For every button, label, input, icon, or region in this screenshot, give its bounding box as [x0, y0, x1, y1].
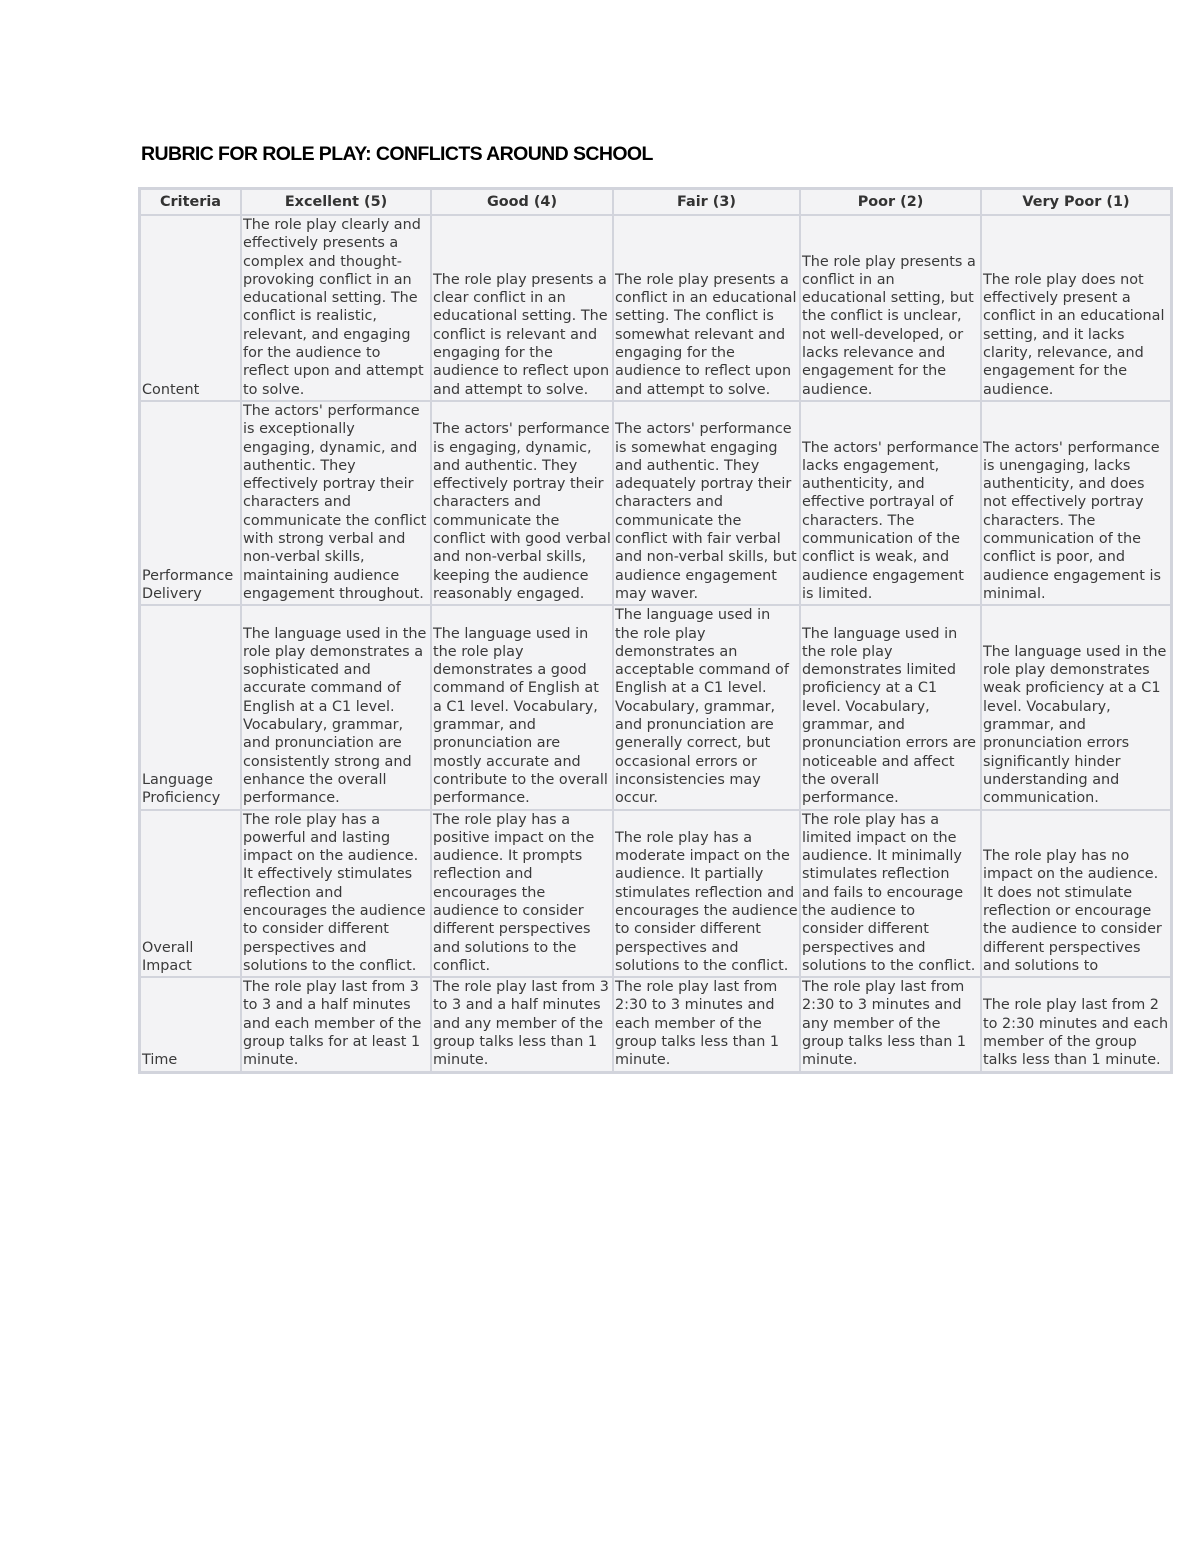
header-poor: Poor (2)	[800, 189, 981, 215]
rubric-cell-good: The actors' performance is engaging, dynamic, and authentic. They effectively portray their characters and communicate the conflict with good verbal and non-verbal skills, keeping the audience reasonably engaged.	[431, 401, 613, 605]
criteria-cell: Content	[140, 215, 241, 401]
rubric-cell-poor: The role play last from 2:30 to 3 minutes and any member of the group talks less than 1 minute.	[800, 977, 981, 1071]
rubric-cell-very-poor: The language used in the role play demonstrates weak proficiency at a C1 level. Vocabulary, grammar, and pronunciation errors significantly hinder understanding and communication.	[981, 605, 1171, 809]
rubric-cell-very-poor: The actors' performance is unengaging, lacks authenticity, and does not effectively portray characters. The communication of the conflict is poor, and audience engagement is minimal.	[981, 401, 1171, 605]
criteria-cell: Language Proficiency	[140, 605, 241, 809]
rubric-cell-good: The role play last from 3 to 3 and a half minutes and any member of the group talks less than 1 minute.	[431, 977, 613, 1071]
rubric-cell-good: The language used in the role play demonstrates a good command of English at a C1 level. Vocabulary, grammar, and pronunciation are mostly accurate and contribute to the overall performance.	[431, 605, 613, 809]
criteria-cell: Overall Impact	[140, 810, 241, 978]
rubric-cell-good: The role play has a positive impact on the audience. It prompts reflection and encourages the audience to consider different perspectives and solutions to the conflict.	[431, 810, 613, 978]
rubric-cell-excellent: The role play last from 3 to 3 and a half minutes and each member of the group talks for at least 1 minute.	[241, 977, 431, 1071]
header-good: Good (4)	[431, 189, 613, 215]
header-excellent: Excellent (5)	[241, 189, 431, 215]
header-criteria: Criteria	[140, 189, 241, 215]
rubric-cell-fair: The role play last from 2:30 to 3 minutes and each member of the group talks less than 1 minute.	[613, 977, 800, 1071]
rubric-cell-fair: The role play presents a conflict in an educational setting. The conflict is somewhat relevant and engaging for the audience to reflect upon and attempt to solve.	[613, 215, 800, 401]
rubric-cell-excellent: The role play clearly and effectively presents a complex and thought-provoking conflict in an educational setting. The conflict is realistic, relevant, and engaging for the audience to reflect upon and attempt to solve.	[241, 215, 431, 401]
rubric-cell-poor: The role play presents a conflict in an educational setting, but the conflict is unclear, not well-developed, or lacks relevance and engagement for the audience.	[800, 215, 981, 401]
criteria-cell: Time	[140, 977, 241, 1071]
rubric-cell-fair: The role play has a moderate impact on the audience. It partially stimulates reflection and encourages the audience to consider different perspectives and solutions to the conflict.	[613, 810, 800, 978]
rubric-table	[138, 187, 1173, 1074]
table-header-row	[140, 189, 1171, 215]
table-row-language-proficiency	[140, 605, 1171, 809]
document-title: RUBRIC FOR ROLE PLAY: CONFLICTS AROUND SCHOOL	[141, 143, 653, 165]
criteria-cell: Performance Delivery	[140, 401, 241, 605]
rubric-cell-fair: The language used in the role play demonstrates an acceptable command of English at a C1 level. Vocabulary, grammar, and pronunciation are generally correct, but occasional errors or inconsistencies may occur.	[613, 605, 800, 809]
table-row-overall-impact	[140, 810, 1171, 978]
header-very-poor: Very Poor (1)	[981, 189, 1171, 215]
rubric-cell-excellent: The actors' performance is exceptionally engaging, dynamic, and authentic. They effectively portray their characters and communicate the conflict with strong verbal and non-verbal skills, maintaining audience engagement throughout.	[241, 401, 431, 605]
rubric-cell-good: The role play presents a clear conflict in an educational setting. The conflict is relevant and engaging for the audience to reflect upon and attempt to solve.	[431, 215, 613, 401]
header-fair: Fair (3)	[613, 189, 800, 215]
rubric-cell-poor: The actors' performance lacks engagement, authenticity, and effective portrayal of characters. The communication of the conflict is weak, and audience engagement is limited.	[800, 401, 981, 605]
rubric-cell-very-poor: The role play does not effectively present a conflict in an educational setting, and it lacks clarity, relevance, and engagement for the audience.	[981, 215, 1171, 401]
table-row-time	[140, 977, 1171, 1071]
table-row-performance-delivery	[140, 401, 1171, 605]
rubric-cell-excellent: The language used in the role play demonstrates a sophisticated and accurate command of English at a C1 level. Vocabulary, grammar, and pronunciation are consistently strong and enhance the overall performance.	[241, 605, 431, 809]
rubric-cell-poor: The role play has a limited impact on the audience. It minimally stimulates reflection and fails to encourage the audience to consider different perspectives and solutions to the conflict.	[800, 810, 981, 978]
rubric-cell-fair: The actors' performance is somewhat engaging and authentic. They adequately portray their characters and communicate the conflict with fair verbal and non-verbal skills, but audience engagement may waver.	[613, 401, 800, 605]
rubric-cell-very-poor: The role play has no impact on the audience. It does not stimulate reflection or encourage the audience to consider different perspectives and solutions to	[981, 810, 1171, 978]
table-row-content	[140, 215, 1171, 401]
rubric-cell-excellent: The role play has a powerful and lasting impact on the audience. It effectively stimulates reflection and encourages the audience to consider different perspectives and solutions to the conflict.	[241, 810, 431, 978]
rubric-cell-very-poor: The role play last from 2 to 2:30 minutes and each member of the group talks less than 1 minute.	[981, 977, 1171, 1071]
rubric-cell-poor: The language used in the role play demonstrates limited proficiency at a C1 level. Vocabulary, grammar, and pronunciation errors are noticeable and affect the overall performance.	[800, 605, 981, 809]
